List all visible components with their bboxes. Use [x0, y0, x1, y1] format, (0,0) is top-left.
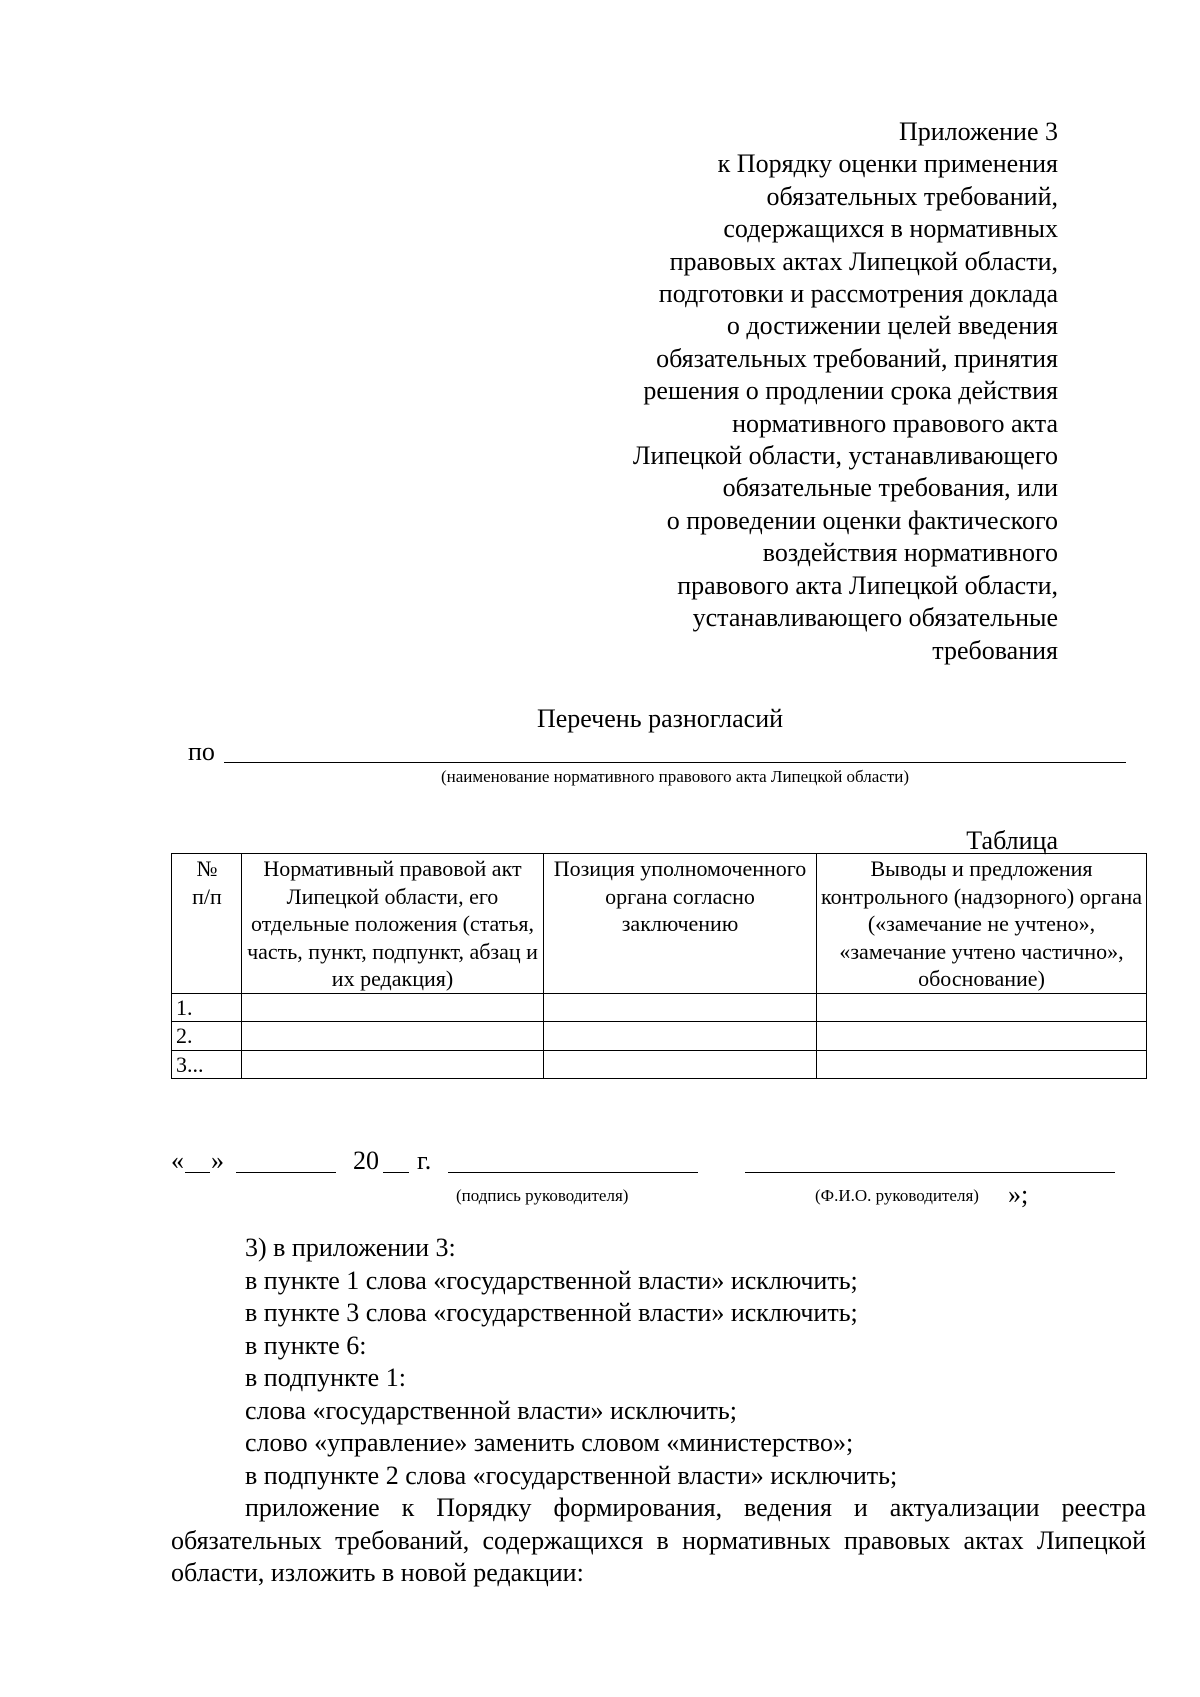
table-cell: [817, 993, 1147, 1022]
appendix-line: Приложение 3: [898, 117, 1058, 146]
year-suffix: г.: [417, 1146, 432, 1175]
amendment-text: [171, 1232, 1146, 1590]
appendix-line: правовых актах Липецкой области,: [669, 246, 1058, 276]
paragraph: слово «управление» заменить словом «министерство»;: [245, 1428, 854, 1457]
date-close-quote: »: [211, 1146, 224, 1175]
header-act: Нормативный правовой акт Липецкой области, его отдельные положения (статья, часть, пункт, подпункт, абзац и их редакция): [242, 854, 544, 994]
name-caption: (Ф.И.О. руководителя): [815, 1186, 979, 1205]
appendix-line: правового акта Липецкой области,: [677, 570, 1058, 600]
table-header-row: [172, 854, 1147, 994]
table-label: Таблица: [966, 826, 1058, 855]
paragraph: в подпункте 1:: [245, 1363, 406, 1392]
header-conclusions: Выводы и предложения контрольного (надзорного) органа («замечание не учтено», «замечание учтено частично», обоснование): [817, 854, 1147, 994]
year-prefix: 20: [353, 1146, 379, 1175]
table-cell: [242, 1050, 544, 1079]
signature-caption: (подпись руководителя): [456, 1186, 629, 1205]
disagreements-table: [171, 853, 1147, 1079]
table-cell: [544, 1050, 817, 1079]
date-open-quote: «: [171, 1146, 184, 1175]
table-cell: [817, 1022, 1147, 1051]
table-row: [172, 993, 1147, 1022]
year-blank: [383, 1172, 409, 1173]
table-row: [172, 1050, 1147, 1079]
paragraph: слова «государственной власти» исключить;: [245, 1395, 737, 1425]
paragraph: приложение к Порядку формирования, ведения и актуализации реестра обязательных требований, содержащихся в нормативных правовых актах Липецкой области, изложить в новой редакции:: [171, 1493, 1146, 1587]
row-number: 1.: [172, 993, 242, 1022]
appendix-line: о проведении оценки фактического: [666, 505, 1058, 535]
appendix-line: Липецкой области, устанавливающего: [632, 441, 1058, 471]
name-blank: [745, 1172, 1115, 1173]
table-cell: [242, 1022, 544, 1051]
paragraph: в пункте 6:: [245, 1330, 367, 1360]
row-number: 3...: [172, 1050, 242, 1079]
closing-quote: »;: [1008, 1180, 1029, 1209]
act-name-blank-line: [224, 762, 1126, 763]
appendix-line: воздействия нормативного: [762, 538, 1058, 568]
appendix-line: обязательные требования, или: [722, 473, 1058, 503]
appendix-line: подготовки и рассмотрения доклада: [658, 279, 1058, 309]
act-name-caption: (наименование нормативного правового акта Липецкой области): [440, 767, 910, 786]
signature-blank: [448, 1172, 698, 1173]
paragraph: в подпункте 2 слова «государственной власти» исключить;: [245, 1460, 898, 1490]
appendix-line: о достижении целей введения: [726, 311, 1058, 341]
appendix-line: содержащихся в нормативных: [723, 214, 1058, 244]
header-number: [172, 854, 242, 994]
header-number-text: № п/п: [192, 856, 222, 909]
appendix-line: требования: [932, 635, 1058, 665]
month-blank: [236, 1172, 336, 1173]
appendix-line: решения о продлении срока действия: [643, 376, 1058, 406]
table-cell: [817, 1050, 1147, 1079]
appendix-header: [498, 116, 1058, 667]
document-title: Перечень разногласий: [536, 704, 784, 733]
appendix-line: устанавливающего обязательные: [692, 603, 1058, 633]
day-blank: [185, 1172, 210, 1173]
header-position: Позиция уполномоченного органа согласно заключению: [544, 854, 817, 994]
table-cell: [544, 1022, 817, 1051]
appendix-line: обязательных требований, принятия: [656, 343, 1058, 373]
paragraph: в пункте 1 слова «государственной власти» исключить;: [245, 1265, 858, 1295]
appendix-line: нормативного правового акта: [732, 408, 1058, 438]
po-label: по: [188, 737, 215, 766]
table-row: [172, 1022, 1147, 1051]
paragraph: 3) в приложении 3:: [245, 1233, 456, 1262]
row-number: 2.: [172, 1022, 242, 1051]
table-cell: [242, 993, 544, 1022]
appendix-line: к Порядку оценки применения: [717, 149, 1058, 179]
paragraph: в пункте 3 слова «государственной власти» исключить;: [245, 1298, 858, 1327]
appendix-line: обязательных требований,: [766, 181, 1058, 211]
table-cell: [544, 993, 817, 1022]
